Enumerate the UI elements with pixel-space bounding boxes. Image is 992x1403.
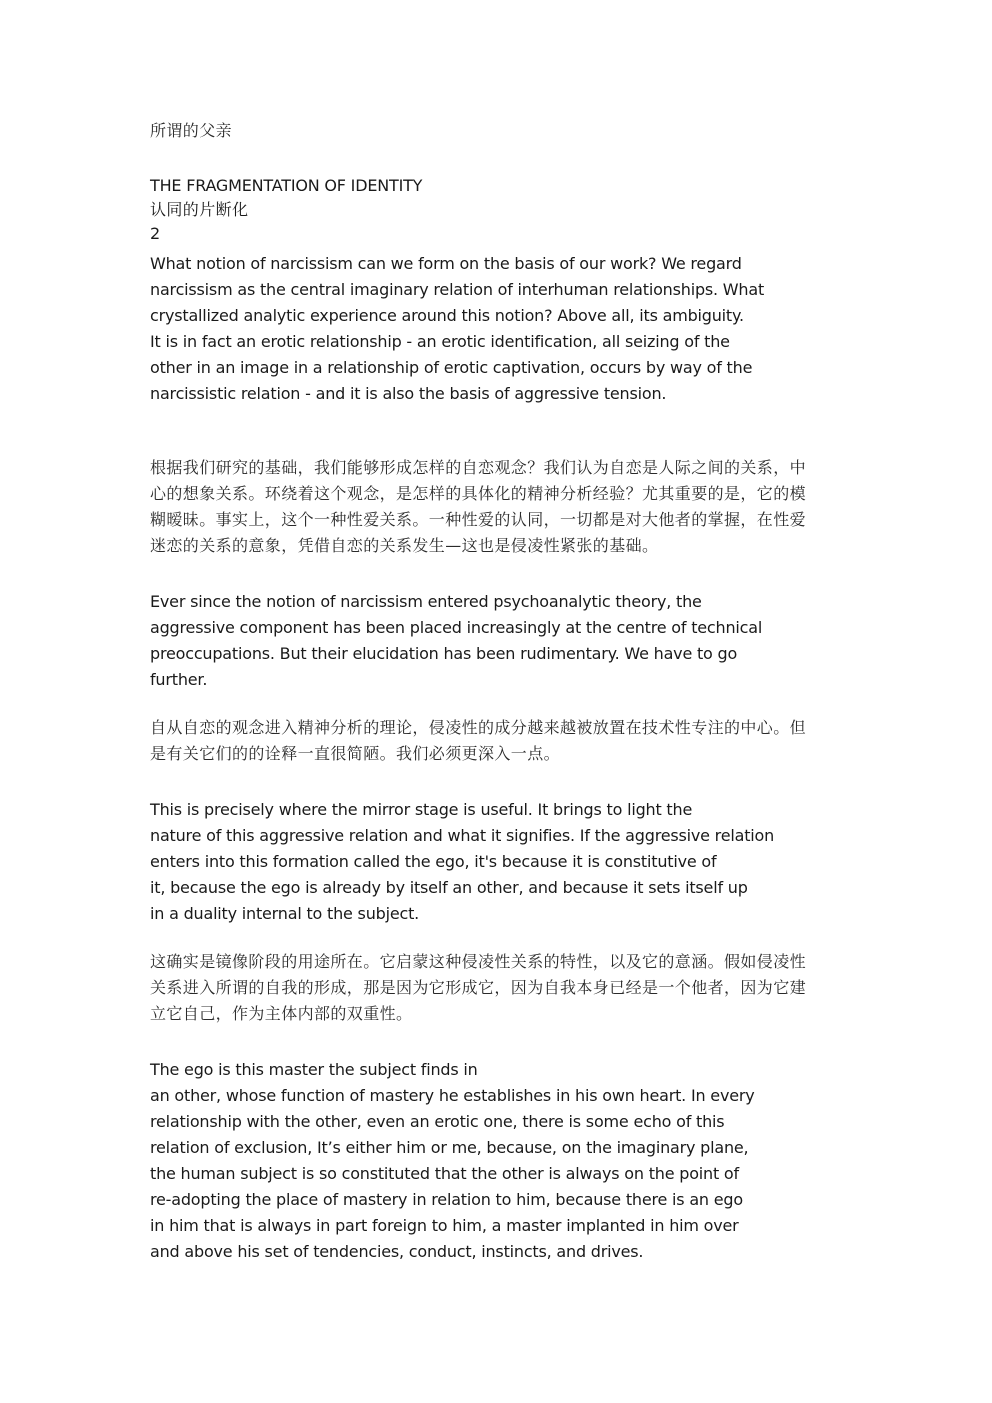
paragraph-3-zh (150, 949, 806, 1027)
paragraph-line: narcissism as the central imaginary relation of interhuman relationships. What (150, 280, 765, 299)
running-title (150, 118, 232, 144)
paragraph-line: relationship with the other, even an erotic one, there is some echo of this (150, 1112, 725, 1131)
paragraph-line: preoccupations. But their elucidation has been rudimentary. We have to go (150, 644, 738, 663)
paragraph-1-en (150, 251, 764, 407)
paragraph-line: It is in fact an erotic relationship - an erotic identification, all seizing of the (150, 332, 730, 351)
paragraph-line: an other, whose function of mastery he establishes in his own heart. In every (150, 1086, 755, 1105)
paragraph-1-zh (150, 455, 806, 559)
paragraph-2-zh (150, 715, 806, 767)
paragraph-line: 根据我们研究的基础，我们能够形成怎样的自恋观念？我们认为自恋是人际之间的关系，中 (150, 458, 807, 477)
paragraph-line: 立它自己，作为主体内部的双重性。 (150, 1004, 413, 1023)
paragraph-line: 自从自恋的观念进入精神分析的理论，侵凌性的成分越来越被放置在技术性专注的中心。但 (150, 718, 807, 737)
paragraph-line: 心的想象关系。环绕着这个观念，是怎样的具体化的精神分析经验？尤其重要的是，它的模 (150, 484, 807, 503)
paragraph-line: and above his set of tendencies, conduct, instincts, and drives. (150, 1242, 644, 1261)
paragraph-2-en (150, 589, 762, 693)
paragraph-4-en (150, 1057, 755, 1265)
paragraph-line: it, because the ego is already by itself an other, and because it sets itself up (150, 878, 748, 897)
paragraph-line: This is precisely where the mirror stage is useful. It brings to light the (150, 800, 693, 819)
paragraph-line: in a duality internal to the subject. (150, 904, 420, 923)
paragraph-line: enters into this formation called the ego, it's because it is constitutive of (150, 852, 717, 871)
chapter-number: 2 (150, 224, 160, 243)
paragraph-line: The ego is this master the subject finds in (150, 1060, 478, 1079)
paragraph-line: 是有关它们的的诠释一直很简陋。我们必须更深入一点。 (150, 744, 561, 763)
paragraph-line: the human subject is so constituted that the other is always on the point of (150, 1164, 739, 1183)
chapter-heading (150, 174, 422, 246)
paragraph-line: narcissistic relation - and it is also the basis of aggressive tension. (150, 384, 667, 403)
paragraph-line: in him that is always in part foreign to him, a master implanted in him over (150, 1216, 739, 1235)
paragraph-line: further. (150, 670, 208, 689)
chapter-title-en: THE FRAGMENTATION OF IDENTITY (150, 176, 423, 195)
paragraph-line: re-adopting the place of mastery in relation to him, because there is an ego (150, 1190, 743, 1209)
paragraph-line: Ever since the notion of narcissism entered psychoanalytic theory, the (150, 592, 702, 611)
paragraph-line: aggressive component has been placed increasingly at the centre of technical (150, 618, 763, 637)
paragraph-line: 这确实是镜像阶段的用途所在。它启蒙这种侵凌性关系的特性，以及它的意涵。假如侵凌性 (150, 952, 807, 971)
paragraph-line: nature of this aggressive relation and what it signifies. If the aggressive relation (150, 826, 775, 845)
paragraph-line: 关系进入所谓的自我的形成，那是因为它形成它，因为自我本身已经是一个他者，因为它建 (150, 978, 807, 997)
paragraph-line: 迷恋的关系的意象，凭借自恋的关系发生—这也是侵凌性紧张的基础。 (150, 536, 659, 555)
running-title-text: 所谓的父亲 (150, 121, 233, 140)
paragraph-line: other in an image in a relationship of erotic captivation, occurs by way of the (150, 358, 753, 377)
paragraph-line: relation of exclusion, It’s either him or me, because, on the imaginary plane, (150, 1138, 749, 1157)
paragraph-3-en (150, 797, 774, 927)
paragraph-line: 糊暧昧。事实上，这个一种性爱关系。一种性爱的认同，一切都是对大他者的掌握，在性爱 (150, 510, 807, 529)
paragraph-line: crystallized analytic experience around this notion? Above all, its ambiguity. (150, 306, 744, 325)
paragraph-line: What notion of narcissism can we form on the basis of our work? We regard (150, 254, 742, 273)
chapter-title-zh: 认同的片断化 (150, 200, 249, 219)
